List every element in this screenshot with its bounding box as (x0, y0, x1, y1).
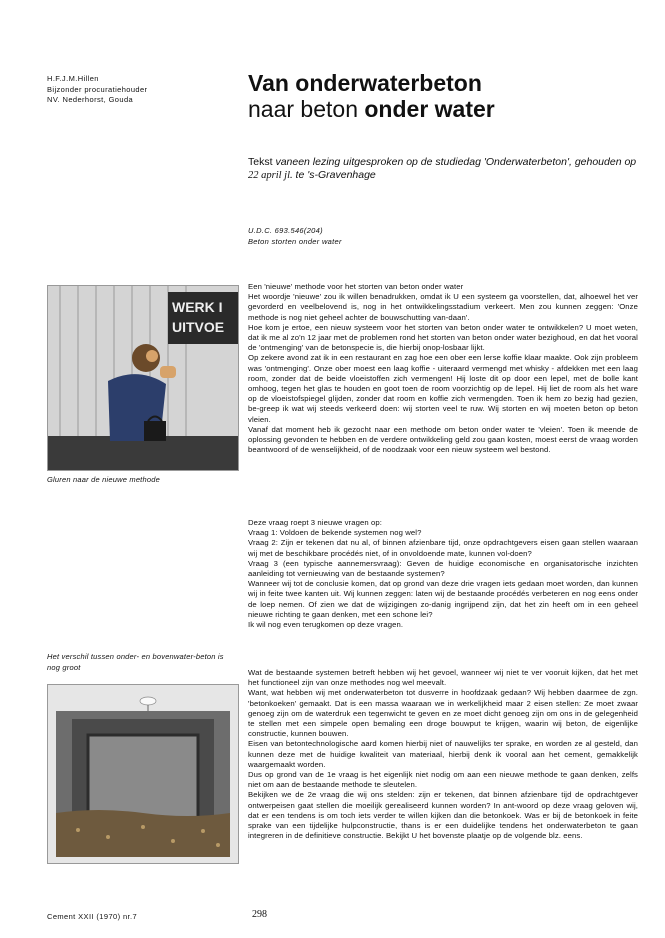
sign-text-1: WERK I (172, 299, 223, 315)
body-paragraph: Vanaf dat moment heb ik gezocht naar een methode om beton onder water te 'vleien'. Toen ik meende de oplossing gevonden te hebben en de verdere ontwikkeling geld zou gaan kosten, moest eerst de vraag worden beantwoord of de wenselijkheid, of de noodzaak voor een nieuw systeem wel bestond. (248, 424, 638, 455)
figure-2-caption: Het verschil tussen onder- en bovenwater-beton is nog groot (47, 652, 224, 672)
body-block-1 (248, 282, 638, 455)
sign-text-2: UITVOE (172, 319, 225, 335)
figure-2-image (47, 684, 239, 864)
udc-subject: Beton storten onder water (248, 237, 342, 246)
intro-suffix: te 's-Gravenhage (292, 169, 376, 181)
body-paragraph: Wanneer wij tot de conclusie komen, dat op grond van deze drie vragen iets gedaan moet worden, dan kunnen wij in feite twee kanten uit. Wij kunnen zeggen: laten wij de bestaande procédés verbeteren en nog eens onder de loep nemen. Of zien we dat de wijzigingen zo-danig ingrijpend zijn, dat het zin heeft om in een geheel nieuwe richting te gaan denken, met een schone lei? (248, 579, 638, 619)
body-paragraph: Vraag 3 (een typische aannemersvraag): Geven de huidige economische en organisatorische inzichten aanleiding tot vernieuwing van de bestaande systemen? (248, 558, 638, 579)
figure-1-caption: Gluren naar de nieuwe methode (47, 475, 160, 484)
intro-date: 22 april jl. (248, 170, 293, 181)
body-paragraph: Deze vraag roept 3 nieuwe vragen op: (248, 518, 382, 527)
figure-2-illustration (48, 685, 238, 863)
body-paragraph: Want, wat hebben wij met onderwaterbeton tot dusverre in hoofdzaak gedaan? Wij hebben daarmee de zgn. 'betonkoeken' gemaakt. Dat is een massa waaraan we in werkelijkheid maar 2 eisen stellen: Ze moet zwaar genoeg zijn om de waterdruk een tegenwicht te geven en ze moet dicht genoeg zijn om ons in de gelegenheid te stellen met een simpele open bemaling een droge bouwput te krijgen, waarin wij beton, de eigenlijke constructie, kunnen bouwen. (248, 688, 638, 739)
title-line-2-bold: onder water (364, 96, 495, 122)
body-paragraph: Het woordje 'nieuwe' zou ik willen benadrukken, omdat ik U een systeem ga voorstellen, dat, alhoewel het ver gevorderd en veelbelovend is, nog in het ontwikkelingsstadium verkeert. Men zou kunnen zeggen: 'Onze methode is nog niet geheel achter de bouwschutting van-daan'. (248, 292, 638, 322)
title-line-2 (248, 96, 495, 122)
body-paragraph: Een 'nieuwe' methode voor het storten van beton onder water (248, 282, 464, 291)
intro-text (248, 156, 638, 182)
title-line-2-plain: naar beton (248, 96, 365, 122)
body-paragraph: Dus op grond van de 1e vraag is het eigenlijk niet nodig om aan een nieuwe methode te gaan denken, zelfs niet om aan de bestaande methode te sleutelen. (248, 770, 638, 790)
figure-1-image (47, 285, 239, 471)
body-paragraph: Wat de bestaande systemen betreft hebben wij het gevoel, wanneer wij niet te ver vooruit kijken, dat het met het functioneel zijn van onze methodes nog wel meevalt. (248, 668, 638, 688)
body-paragraph: Bekijken we de 2e vraag die wij ons stelden: zijn er tekenen, dat binnen afzienbare tijd de opdrachtgever ontwerpeisen gaat stellen die moeilijk gerealiseerd kunnen worden? In ant-woord op deze vraag geloven wij, dat er een tendens is om toch iets verder te willen kijken dan die betonkoek. Was er bij de betonkoek in feite sprake van een tijdelijke hulpconstructie, thans is er een duidelijke tendens het onderwaterbeton te gaan integreren in de definitieve constructie. Bekijkt U het bovenste plaatje op de volgende blz. eens. (248, 790, 638, 841)
body-block-3 (248, 668, 638, 841)
article-title (248, 70, 495, 122)
body-paragraph: Vraag 2: Zijn er tekenen dat nu al, of binnen afzienbare tijd, onze opdrachtgevers eisen gaan stellen waaraan wij met de beschikbare procédés niet, of in onvoldoende mate, kunnen vol-doen? (248, 538, 638, 558)
body-paragraph: Eisen van betontechnologische aard komen hierbij niet of nauwelijks ter sprake, en worden ze al gesteld, dan kunnen deze met de huidige kwaliteit van materiaal, hierbij denk ik vooral aan het cement, gemakkelijk waargemaakt worden. (248, 739, 638, 769)
body-paragraph: Hoe kom je ertoe, een nieuw systeem voor het storten van beton onder water te ontwikkelen? U moet weten, dat ik me al zo'n 12 jaar met de problemen rond het storten van beton onder water bezighoud, en dat het vooral de 'ontmenging' van de betonspecie is, die hierbij onop-losbaar lijkt. (248, 322, 638, 353)
body-paragraph: Ik wil nog even terugkomen op deze vragen. (248, 620, 404, 630)
udc-block (248, 225, 342, 247)
figure-1-illustration (48, 286, 238, 470)
udc-code: U.D.C. 693.546(204) (248, 226, 323, 235)
body-block-2 (248, 518, 638, 630)
page-number: 298 (252, 909, 267, 920)
author-company: NV. Nederhorst, Gouda (47, 95, 134, 104)
author-name: H.F.J.M.Hillen (47, 74, 99, 83)
author-block (47, 74, 147, 106)
journal-reference: Cement XXII (1970) nr.7 (47, 912, 138, 921)
intro-italic: vaneen lezing uitgesproken op de studiedag 'Onderwaterbeton', gehouden op (275, 156, 637, 168)
author-role: Bijzonder procuratiehouder (47, 84, 148, 94)
body-paragraph: Op zekere avond zat ik in een restaurant en zag hoe een ober een lerse koffie klaar maakte. Ook zijn probleem was 'ontmenging'. Onze ober moest een laag koffie - uiteraard vermengd met whisky - afdekken met een laag room, zonder dat de beide vloeistoffen zich vermengen! Hij loste dit op door een lepel, met de bolle kant omhoog, tegen het glas te houden en goot toen de room voorzichtig op de lepel. Hij liet de room als het ware op de vloeistofspiegel glijden, zonder dat room en koffie zich vermengden. Toen ik hem zo bezig had gezien, be-greep ik wat wij steeds verkeerd doen: wij storten veel te ruw. Wij storten en wij moeten beton op beton vleien. (248, 353, 638, 424)
intro-prefix: Tekst (248, 156, 276, 168)
body-paragraph: Vraag 1: Voldoen de bekende systemen nog wel? (248, 528, 422, 538)
title-line-1: Van onderwaterbeton (248, 70, 482, 96)
